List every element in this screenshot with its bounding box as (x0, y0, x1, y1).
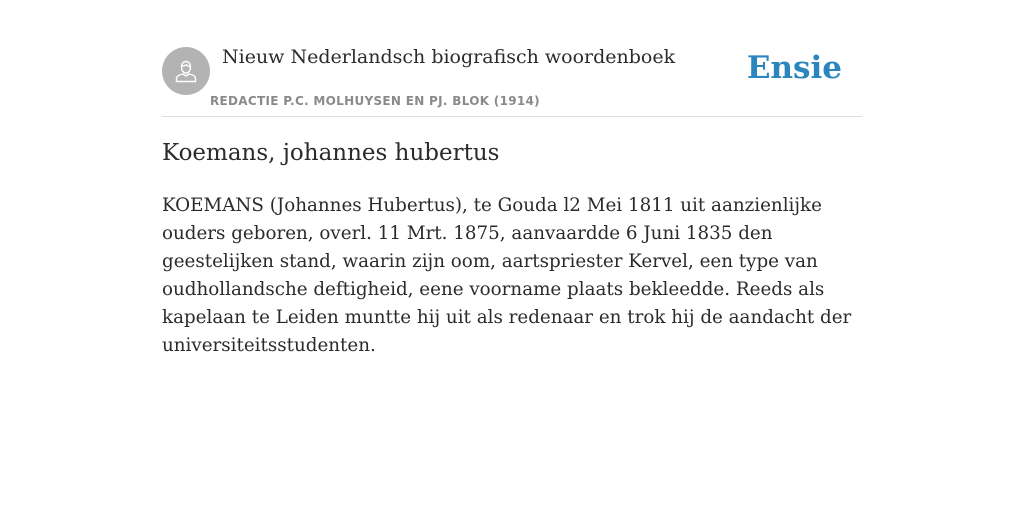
entry-body: KOEMANS (Johannes Hubertus), te Gouda l2 Mei 1811 uit aanzienlijke ouders geboren, overl. 11 Mrt. 1875, aanvaardde 6 Juni 1835 den geestelijken stand, waarin zijn oom, aartspriester Kervel, een type van oudhollandsche deftigheid, eene voorname plaats bekleedde. Reeds als kapelaan te Leiden muntte hij uit als redenaar en trok hij de aandacht der universiteitsstudenten. (162, 195, 852, 356)
editors-caption: REDACTIE P.C. MOLHUYSEN EN PJ. BLOK (1914) (210, 94, 540, 108)
book-title-link[interactable]: Nieuw Nederlandsch biografisch woordenboek (222, 46, 676, 68)
user-placeholder-icon (162, 47, 210, 95)
source-header (162, 0, 862, 117)
page-container (162, 0, 862, 356)
ensie-logo[interactable]: Ensie (746, 50, 842, 86)
entry-title: Koemans, johannes hubertus (162, 140, 500, 166)
